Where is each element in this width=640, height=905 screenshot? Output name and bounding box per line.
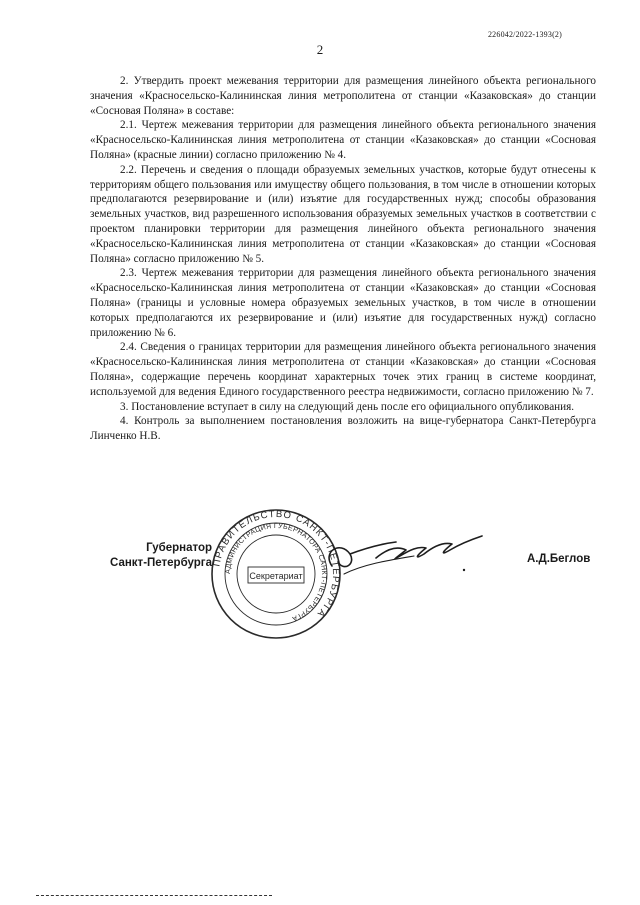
paragraph-2-4: 2.4. Сведения о границах территории для размещения линейного объекта регионального значения «Красносельско-Калининская линия метрополитена от станции «Казаковская» до станции «Сосновая Поляна», содержащие перечень координат характерных точек этих границ в системе координат, используемой для ведения Единого государственного реестра недвижимости, согласно приложению № 7.: [90, 341, 596, 398]
paragraph-4: 4. Контроль за выполнением постановления возложить на вице-губернатора Санкт-Петербурга Линченко Н.В.: [90, 415, 596, 443]
paragraph-2: 2. Утвердить проект межевания территории для размещения линейного объекта регионального значения «Красносельско-Калининская линия метрополитена от станции «Казаковская» до станции «Сосновая Поляна» в составе:: [90, 75, 596, 117]
seal-center-text: Секретариат: [249, 571, 303, 581]
signatory-title: [92, 541, 212, 571]
paragraph-2-3: 2.3. Чертеж межевания территории для размещения линейного объекта регионального значения «Красносельско-Калининская линия метрополитена от станции «Казаковская» до станции «Сосновая Поляна» (границы и условные номера образуемых земельных участков, в том числе в отношении которых предполагаются их резервирование и (или) изъятие для государственных нужд) согласно приложению № 6.: [90, 267, 596, 339]
document-id: 226042/2022-1393(2): [487, 30, 562, 39]
seal-inner-text: АДМИНИСТРАЦИЯ ГУБЕРНАТОРА САНКТ-ПЕТЕРБУРГА: [224, 522, 328, 622]
handwritten-signature: [304, 522, 494, 588]
signatory-title-line2: Санкт-Петербурга: [110, 557, 212, 569]
footer-separator: [36, 895, 272, 896]
document-body: [90, 74, 596, 444]
paragraph-3: 3. Постановление вступает в силу на следующий день после его официального опубликования.: [120, 400, 575, 413]
seal-outer-text: ПРАВИТЕЛЬСТВО САНКТ-ПЕТЕРБУРГА: [211, 508, 342, 620]
page-number: 2: [316, 42, 324, 57]
signatory-name: А.Д.Беглов: [527, 553, 591, 565]
signatory-title-line1: Губернатор: [146, 542, 212, 554]
paragraph-2-2: 2.2. Перечень и сведения о площади образуемых земельных участков, которые будут отнесены к территориям общего пользования или имуществу общего пользования, в том числе в отношении которых предполагаются резервирование и (или) изъятие для государственных нужд; способы образования земельных участков, вид разрешенного использования образуемых земельных участков в соответствии с проектом планировки территории для размещения линейного объекта регионального значения «Красносельско-Калининская линия метрополитена от станции «Казаковская» до станции «Сосновая Поляна» согласно приложению № 5.: [90, 163, 596, 265]
paragraph-2-1: 2.1. Чертеж межевания территории для размещения линейного объекта регионального значения «Красносельско-Калининская линия метрополитена от станции «Казаковская» до станции «Сосновая Поляна» (красные линии) согласно приложению № 4.: [90, 119, 596, 161]
